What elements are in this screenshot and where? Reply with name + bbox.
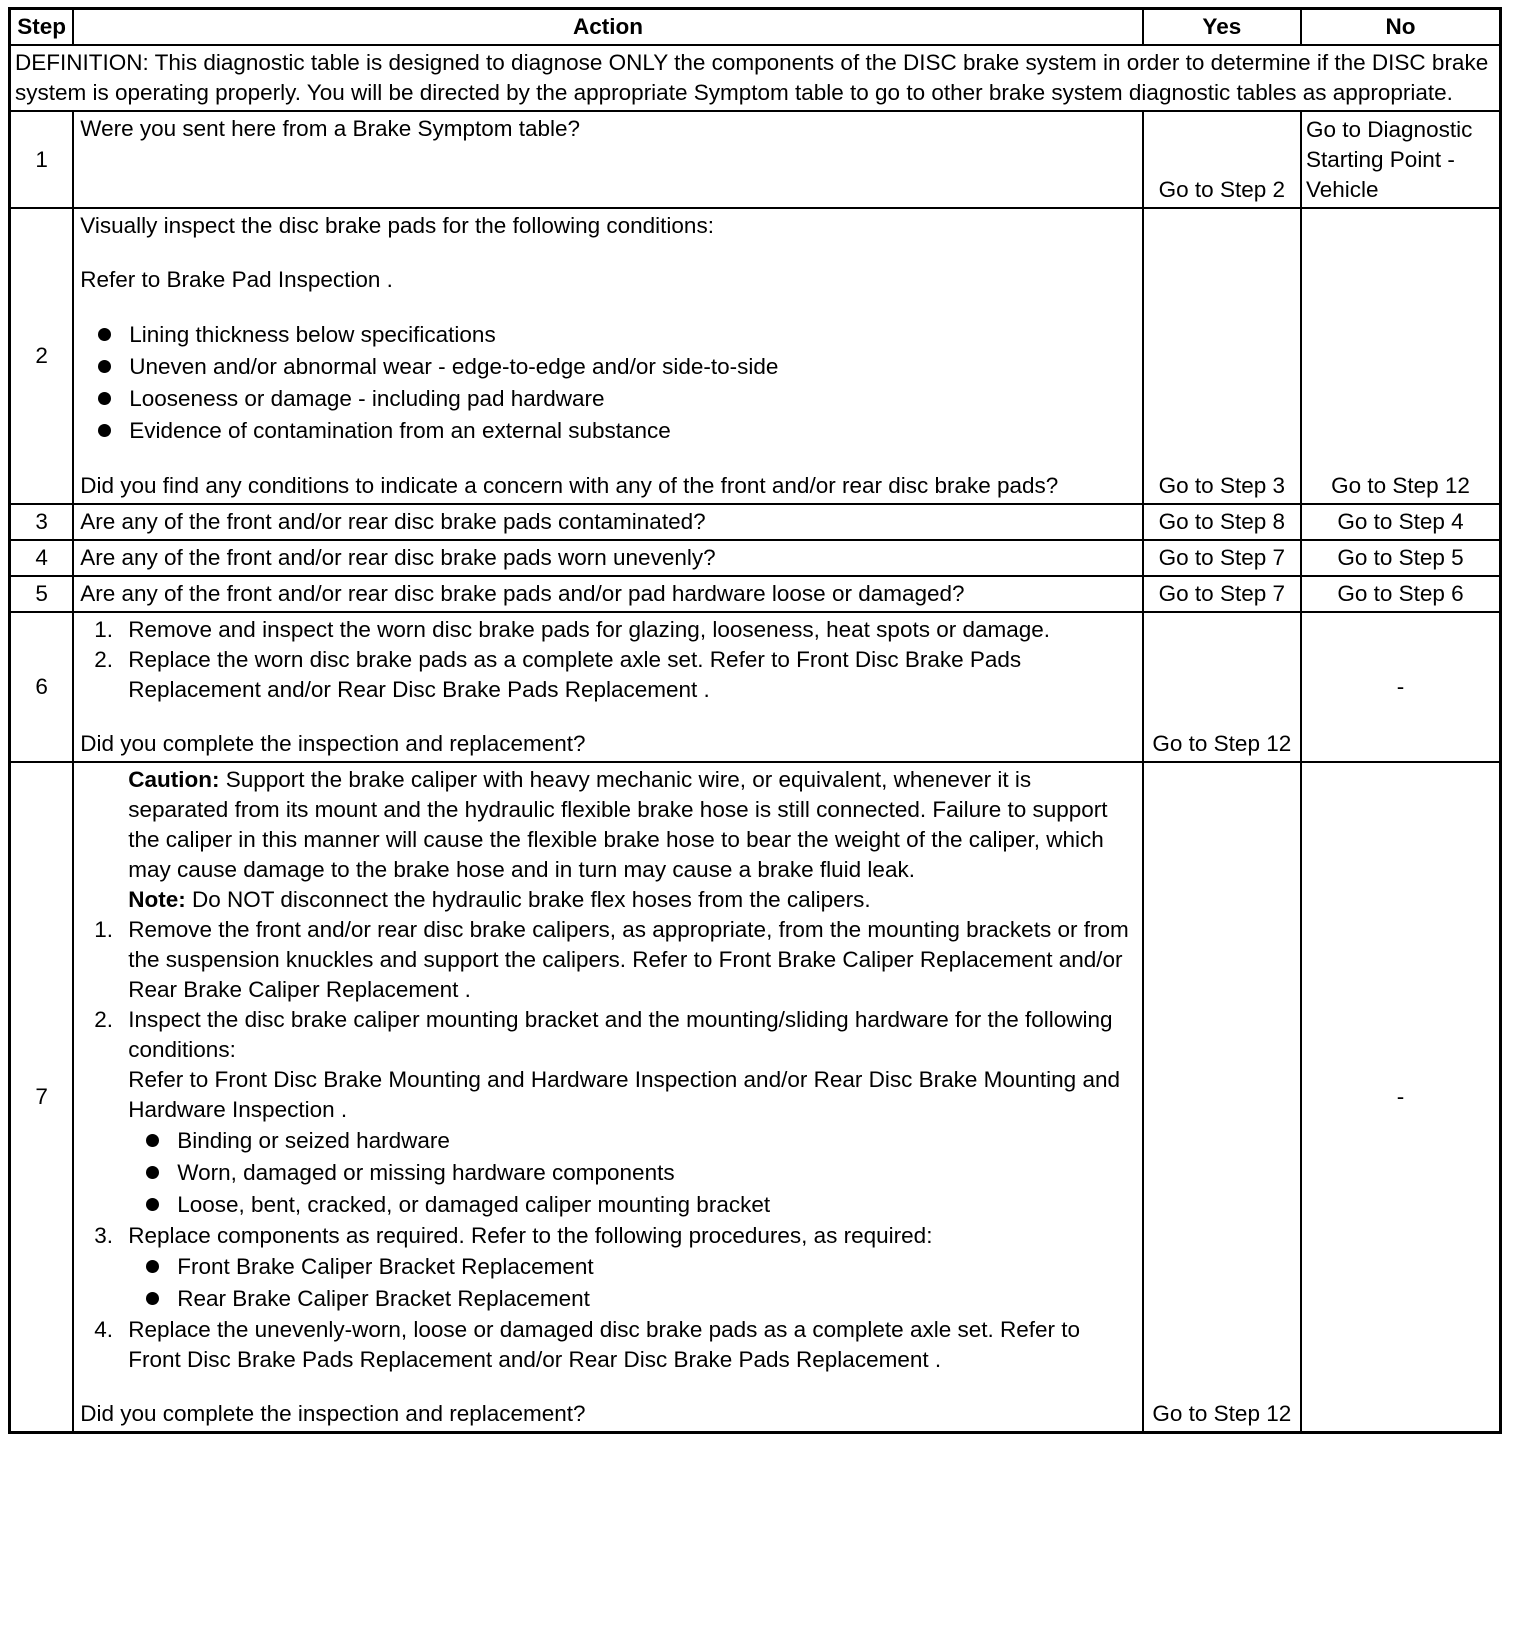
list-item (80, 1315, 1135, 1375)
table-header-row (10, 9, 1501, 46)
definition-text: DEFINITION: This diagnostic table is designed to diagnose ONLY the components of the DISC brake system in order to determine if the DISC brake system is operating properly. You will be directed by the appropriate Symptom table to go to other brake system diagnostic tables as appropriate. (10, 45, 1501, 111)
action-text: Are any of the front and/or rear disc brake pads worn unevenly? (73, 540, 1142, 576)
note-block (80, 885, 1135, 915)
yes-result: Go to Step 2 (1143, 111, 1301, 208)
yes-result: Go to Step 7 (1143, 540, 1301, 576)
item-text: Replace the unevenly-worn, loose or damaged disc brake pads as a complete axle set. Refer to Front Disc Brake Pads Replacement and/or Rear Disc Brake Pads Replacement . (128, 1317, 1081, 1372)
procedure-list (80, 1315, 1135, 1375)
list-item (80, 915, 1135, 1005)
no-result: Go to Diagnostic Starting Point - Vehicle (1301, 111, 1501, 208)
step-number: 1 (10, 111, 74, 208)
note-label: Note: (128, 887, 186, 912)
table-row (10, 540, 1501, 576)
condition-list (80, 1125, 1135, 1221)
list-item (80, 615, 1135, 645)
action-cell (73, 612, 1142, 762)
table-row (10, 612, 1501, 762)
action-question: Did you complete the inspection and replacement? (80, 731, 586, 756)
step-number: 2 (10, 208, 74, 504)
yes-result: Go to Step 12 (1143, 762, 1301, 1433)
condition-list (80, 319, 1135, 447)
item-text: Remove the front and/or rear disc brake calipers, as appropriate, from the mounting brackets or from the suspension knuckles and support the calipers. Refer to Front Brake Caliper Replacement and/or Rear Brake Caliper Replacement . (128, 917, 1129, 1002)
note-text: Do NOT disconnect the hydraulic brake flex hoses from the calipers. (192, 887, 871, 912)
step-number: 6 (10, 612, 74, 762)
no-result: - (1301, 762, 1501, 1433)
list-item (80, 1005, 1135, 1125)
item-refer: Refer to Front Disc Brake Mounting and Hardware Inspection and/or Rear Disc Brake Mounting and Hardware Inspection . (128, 1067, 1120, 1122)
list-item: Loose, bent, cracked, or damaged caliper mounting bracket (146, 1189, 1135, 1221)
diagnostic-table (8, 7, 1502, 1434)
table-row (10, 504, 1501, 540)
action-text: Were you sent here from a Brake Symptom table? (73, 111, 1142, 208)
yes-result: Go to Step 8 (1143, 504, 1301, 540)
yes-result: Go to Step 7 (1143, 576, 1301, 612)
action-question: Did you complete the inspection and replacement? (80, 1401, 586, 1426)
item-number: 1. (94, 617, 114, 642)
no-result: Go to Step 6 (1301, 576, 1501, 612)
header-yes: Yes (1143, 9, 1301, 46)
list-item: Evidence of contamination from an external substance (98, 415, 1135, 447)
step-number: 5 (10, 576, 74, 612)
caution-label: Caution: (128, 767, 220, 792)
list-item: Binding or seized hardware (146, 1125, 1135, 1157)
header-action: Action (73, 9, 1142, 46)
yes-result: Go to Step 12 (1143, 612, 1301, 762)
no-result: Go to Step 12 (1301, 208, 1501, 504)
action-cell (73, 208, 1142, 504)
item-number: 4. (94, 1317, 114, 1342)
no-result: Go to Step 4 (1301, 504, 1501, 540)
table-row (10, 576, 1501, 612)
item-text: Replace the worn disc brake pads as a complete axle set. Refer to Front Disc Brake Pads Replacement and/or Rear Disc Brake Pads Replacement . (128, 647, 1022, 702)
action-text: Are any of the front and/or rear disc brake pads contaminated? (73, 504, 1142, 540)
no-result: - (1301, 612, 1501, 762)
item-text: Replace components as required. Refer to the following procedures, as required: (128, 1223, 933, 1248)
table-row (10, 762, 1501, 1433)
caution-block (80, 765, 1135, 885)
item-number: 2. (94, 1007, 114, 1032)
list-item: Uneven and/or abnormal wear - edge-to-edge and/or side-to-side (98, 351, 1135, 383)
item-text: Inspect the disc brake caliper mounting bracket and the mounting/sliding hardware for the following conditions: (128, 1007, 1113, 1062)
action-intro: Visually inspect the disc brake pads for the following conditions: (80, 213, 714, 238)
header-step: Step (10, 9, 74, 46)
action-cell (73, 762, 1142, 1433)
definition-row (10, 45, 1501, 111)
step-number: 7 (10, 762, 74, 1433)
list-item (80, 1221, 1135, 1251)
table-row (10, 111, 1501, 208)
list-item: Front Brake Caliper Bracket Replacement (146, 1251, 1135, 1283)
procedure-list (80, 915, 1135, 1125)
table-row (10, 208, 1501, 504)
list-item: Rear Brake Caliper Bracket Replacement (146, 1283, 1135, 1315)
list-item: Worn, damaged or missing hardware components (146, 1157, 1135, 1189)
caution-text: Support the brake caliper with heavy mechanic wire, or equivalent, whenever it is separated from its mount and the hydraulic flexible brake hose is still connected. Failure to support the caliper in this manner will cause the flexible brake hose to bear the weight of the caliper, which may cause damage to the brake hose and in turn may cause a brake fluid leak. (128, 767, 1108, 882)
action-refer: Refer to Brake Pad Inspection . (80, 267, 393, 292)
yes-result: Go to Step 3 (1143, 208, 1301, 504)
item-number: 2. (94, 647, 114, 672)
no-result: Go to Step 5 (1301, 540, 1501, 576)
step-number: 3 (10, 504, 74, 540)
procedure-list (80, 1221, 1135, 1251)
step-number: 4 (10, 540, 74, 576)
list-item (80, 645, 1135, 705)
item-number: 1. (94, 917, 114, 942)
procedure-reference-list (80, 1251, 1135, 1315)
list-item: Looseness or damage - including pad hardware (98, 383, 1135, 415)
item-number: 3. (94, 1223, 114, 1248)
procedure-list (80, 615, 1135, 705)
action-text: Are any of the front and/or rear disc brake pads and/or pad hardware loose or damaged? (73, 576, 1142, 612)
action-question: Did you find any conditions to indicate a concern with any of the front and/or rear disc brake pads? (80, 473, 1059, 498)
header-no: No (1301, 9, 1501, 46)
list-item: Lining thickness below specifications (98, 319, 1135, 351)
item-text: Remove and inspect the worn disc brake pads for glazing, looseness, heat spots or damage. (128, 617, 1051, 642)
